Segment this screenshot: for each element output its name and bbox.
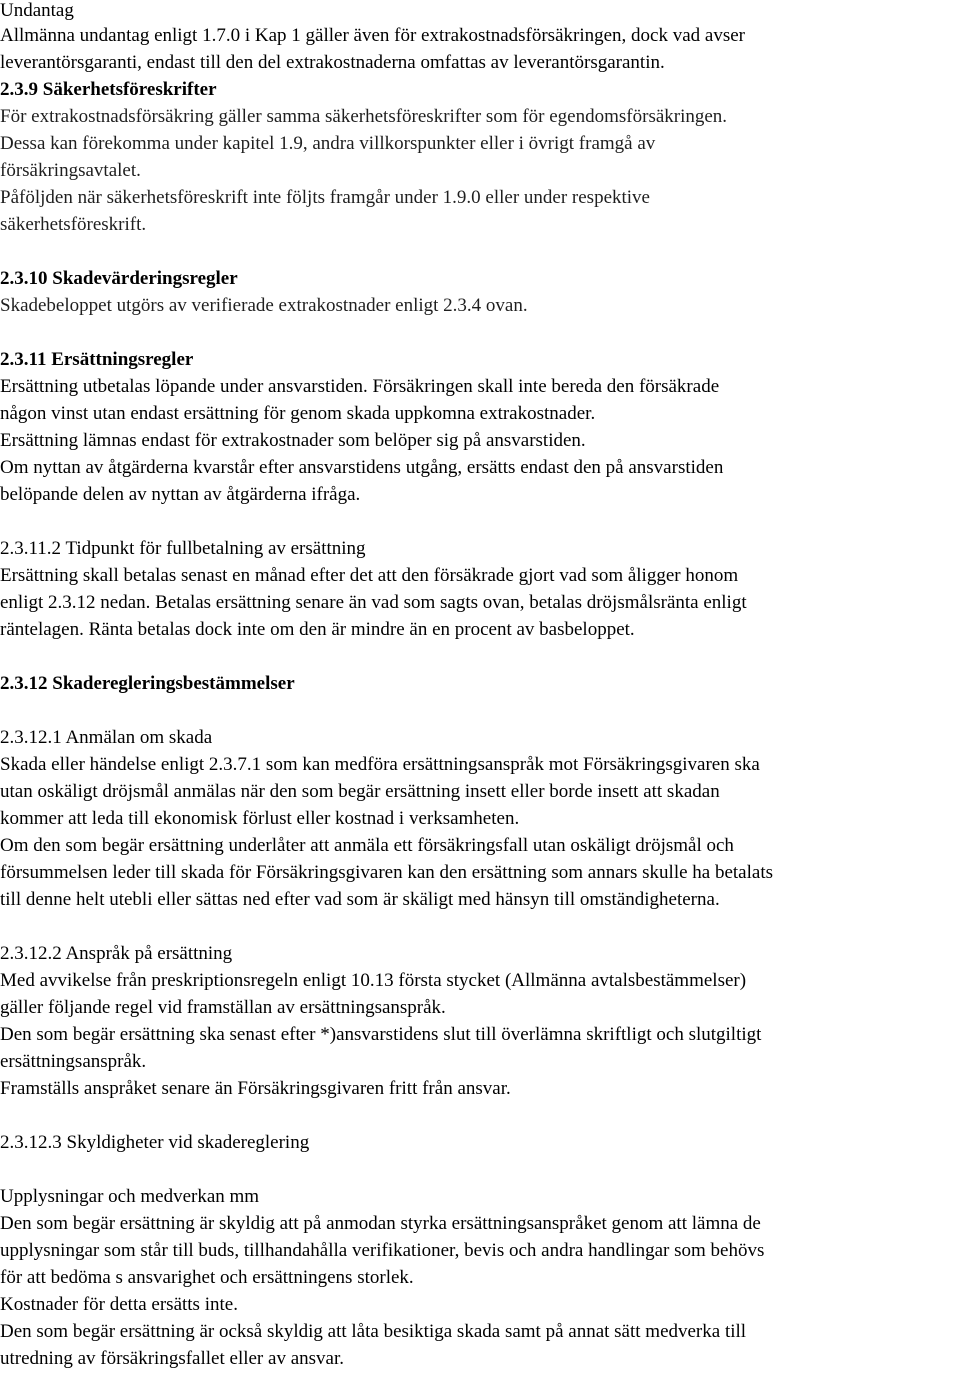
- text-line: Om den som begär ersättning underlåter att anmäla ett försäkringsfall utan oskäligt dröjsmål och: [0, 835, 734, 856]
- text-line: Skadebeloppet utgörs av verifierade extrakostnader enligt 2.3.4 ovan.: [0, 295, 528, 316]
- text-line: räntelagen. Ränta betalas dock inte om den är mindre än en procent av basbeloppet.: [0, 619, 635, 640]
- section-heading: 2.3.12 Skaderegleringsbestämmelser: [0, 673, 295, 694]
- text-line: Den som begär ersättning är skyldig att på anmodan styrka ersättningsanspråket genom att lämna de: [0, 1213, 761, 1234]
- text-line: Framställs anspråket senare än Försäkringsgivaren fritt från ansvar.: [0, 1078, 511, 1099]
- text-line: utredning av försäkringsfallet eller av ansvar.: [0, 1348, 344, 1369]
- section-heading: 2.3.10 Skadevärderingsregler: [0, 268, 238, 289]
- text-line: För extrakostnadsförsäkring gäller samma säkerhetsföreskrifter som för egendomsförsäkringen.: [0, 106, 728, 127]
- text-line: enligt 2.3.12 nedan. Betalas ersättning senare än vad som sagts ovan, betalas dröjsmålsränta enligt: [0, 592, 747, 613]
- text-line: 2.3.11.2 Tidpunkt för fullbetalning av ersättning: [0, 538, 366, 559]
- text-line: Kostnader för detta ersätts inte.: [0, 1294, 238, 1315]
- text-line: kommer att leda till ekonomisk förlust eller kostnad i verksamheten.: [0, 808, 520, 829]
- text-line: Den som begär ersättning är också skyldig att låta besiktiga skada samt på annat sätt medverka till: [0, 1321, 747, 1342]
- text-line: Påföljden när säkerhetsföreskrift inte följts framgår under 1.9.0 eller under respektive: [0, 187, 650, 208]
- text-line: till denne helt utebli eller sättas ned efter vad som är skäligt med hänsyn till omständigheterna.: [0, 889, 720, 910]
- text-line: Upplysningar och medverkan mm: [0, 1186, 260, 1207]
- text-line: belöpande delen av nyttan av åtgärderna ifråga.: [0, 484, 361, 505]
- text-line: 2.3.12.2 Anspråk på ersättning: [0, 943, 233, 964]
- text-line: Med avvikelse från preskriptionsregeln enligt 10.13 första stycket (Allmänna avtalsbestämmelser): [0, 970, 747, 991]
- text-line: Den som begär ersättning ska senast efter *)ansvarstidens slut till överlämna skriftligt och slutgiltigt: [0, 1024, 762, 1045]
- text-line: säkerhetsföreskrift.: [0, 214, 147, 235]
- text-line: upplysningar som står till buds, tillhandahålla verifikationer, bevis och andra handlingar som behövs: [0, 1240, 765, 1261]
- text-line: Dessa kan förekomma under kapitel 1.9, andra villkorspunkter eller i övrigt framgå av: [0, 133, 656, 154]
- text-line: leverantörsgaranti, endast till den del extrakostnaderna omfattas av leverantörsgarantin.: [0, 52, 665, 73]
- text-line: någon vinst utan endast ersättning för genom skada uppkomna extrakostnader.: [0, 403, 596, 424]
- text-line: 2.3.12.3 Skyldigheter vid skadereglering: [0, 1132, 310, 1153]
- text-line: Undantag: [0, 0, 74, 21]
- text-line: Ersättning lämnas endast för extrakostnader som belöper sig på ansvarstiden.: [0, 430, 586, 451]
- text-line: Ersättning skall betalas senast en månad efter det att den försäkrade gjort vad som åligger honom: [0, 565, 739, 586]
- text-line: försäkringsavtalet.: [0, 160, 141, 181]
- text-line: Skada eller händelse enligt 2.3.7.1 som kan medföra ersättningsanspråk mot Försäkringsgivaren ska: [0, 754, 760, 775]
- text-line: utan oskäligt dröjsmål anmälas när den som begär ersättning insett eller borde insett att skadan: [0, 781, 720, 802]
- text-line: Allmänna undantag enligt 1.7.0 i Kap 1 gäller även för extrakostnadsförsäkringen, dock vad avser: [0, 25, 745, 46]
- text-line: försummelsen leder till skada för Försäkringsgivaren kan den ersättning som annars skulle ha betalats: [0, 862, 773, 883]
- section-heading: 2.3.11 Ersättningsregler: [0, 349, 194, 370]
- text-line: gäller följande regel vid framställan av ersättningsanspråk.: [0, 997, 446, 1018]
- text-line: för att bedöma s ansvarighet och ersättningens storlek.: [0, 1267, 414, 1288]
- text-line: 2.3.12.1 Anmälan om skada: [0, 727, 213, 748]
- text-line: Ersättning utbetalas löpande under ansvarstiden. Försäkringen skall inte bereda den försäkrade: [0, 376, 720, 397]
- section-heading: 2.3.9 Säkerhetsföreskrifter: [0, 79, 217, 100]
- text-line: Om nyttan av åtgärderna kvarstår efter ansvarstidens utgång, ersätts endast den på ansvarstiden: [0, 457, 724, 478]
- text-line: ersättningsanspråk.: [0, 1051, 147, 1072]
